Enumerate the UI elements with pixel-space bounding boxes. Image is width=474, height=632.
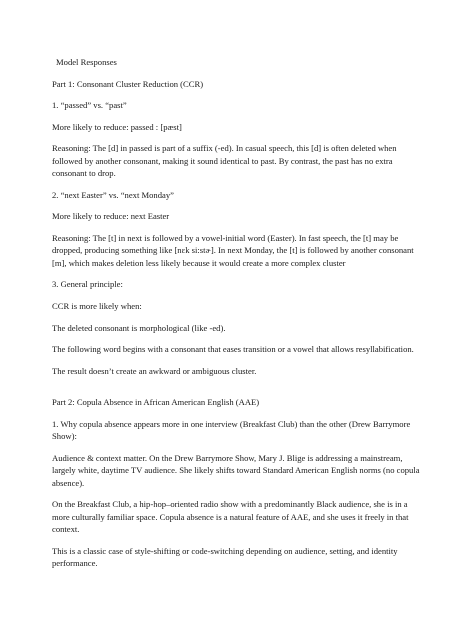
part1-q2-reasoning: Reasoning: The [t] in next is followed by a vowel-initial word (Easter). In fast speech, the [t] may be dropped, producing something like [nɛk si:stɚ]. In next Monday, the [t] is followed by another consonant [m], which makes deletion less likely because it would create a more complex cluster [52, 232, 414, 268]
part1-q1-answer: More likely to reduce: passed : [pæst] [52, 121, 182, 132]
part2-para2: On the Breakfast Club, a hip-hop–oriented radio show with a predominantly Black audience, she is in a more culturally familiar space. Copula absence is a natural feature of AAE, and she uses it freely in that context. [52, 499, 409, 535]
part2-heading: Part 2: Copula Absence in African American English (AAE) [52, 397, 260, 408]
document-body [52, 56, 424, 579]
part1-q1-reasoning: Reasoning: The [d] in passed is part of a suffix (-ed). In casual speech, this [d] is often deleted when followed by another consonant, making it sound identical to past. By contrast, the past has no extra consonant to drop. [52, 143, 397, 179]
part2-para3: This is a classic case of style-shifting or code-switching depending on audience, setting, and identity performance. [52, 545, 398, 569]
section-spacer [52, 386, 424, 396]
part1-q2-title: 2. “next Easter” vs. “next Monday” [52, 189, 174, 200]
part1-q3-title: 3. General principle: [52, 279, 123, 290]
part1-q3-point2: The following word begins with a consonant that eases transition or a vowel that allows resyllabification. [52, 344, 414, 355]
part1-q1-title: 1. “passed” vs. “past” [52, 100, 127, 111]
part1-q3-intro: CCR is more likely when: [52, 300, 142, 311]
part2-q1-title: 1. Why copula absence appears more in one interview (Breakfast Club) than the other (Drew Barrymore Show): [52, 418, 411, 442]
part2-para1: Audience & context matter. On the Drew Barrymore Show, Mary J. Blige is addressing a mainstream, largely white, daytime TV audience. She likely shifts toward Standard American English norms (no copula absence). [52, 452, 420, 488]
document-title: Model Responses [56, 57, 117, 67]
part1-q2-answer: More likely to reduce: next Easter [52, 211, 170, 222]
part1-heading: Part 1: Consonant Cluster Reduction (CCR) [52, 78, 204, 89]
part1-q3-point1: The deleted consonant is morphological (like -ed). [52, 322, 226, 333]
part1-q3-point3: The result doesn’t create an awkward or ambiguous cluster. [52, 365, 257, 376]
